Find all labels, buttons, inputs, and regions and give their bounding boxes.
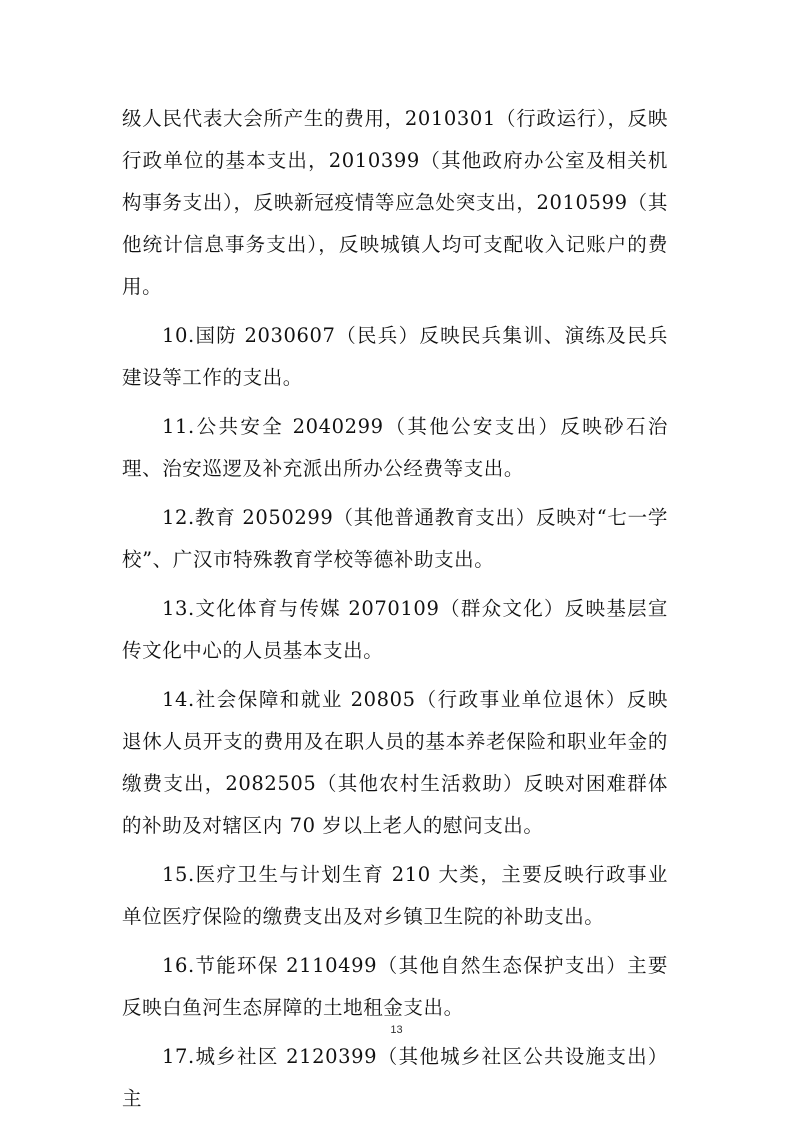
paragraph-item-10: 10.国防 2030607（民兵）反映民兵集训、演练及民兵建设等工作的支出。 — [122, 324, 668, 389]
paragraph-item-11: 11.公共安全 2040299（其他公安支出）反映砂石治理、治安巡逻及补充派出所办公经费等支出。 — [122, 415, 668, 480]
page-number: 13 — [390, 1024, 403, 1036]
paragraph-continuation: 级人民代表大会所产生的费用，2010301（行政运行），反映行政单位的基本支出，2010399（其他政府办公室及相关机构事务支出），反映新冠疫情等应急处突支出，2010599（其他统计信息事务支出），反映城镇人均可支配收入记账户的费用。 — [122, 107, 668, 298]
paragraph-item-13: 13.文化体育与传媒 2070109（群众文化）反映基层宣传文化中心的人员基本支出。 — [122, 597, 668, 662]
paragraph-item-16: 16.节能环保 2110499（其他自然生态保护支出）主要反映白鱼河生态屏障的土地租金支出。 — [122, 954, 668, 1019]
paragraph-item-15: 15.医疗卫生与计划生育 210 大类，主要反映行政事业单位医疗保险的缴费支出及对乡镇卫生院的补助支出。 — [122, 863, 668, 928]
paragraph-item-14: 14.社会保障和就业 20805（行政事业单位退休）反映退休人员开支的费用及在职人员的基本养老保险和职业年金的缴费支出，2082505（其他农村生活救助）反映对困难群体的补助及对辖区内 70 岁以上老人的慰问支出。 — [122, 688, 668, 837]
paragraph-item-17: 17.城乡社区 2120399（其他城乡社区公共设施支出）主 — [122, 1045, 668, 1110]
document-body — [122, 98, 668, 1127]
paragraph-item-12: 12.教育 2050299（其他普通教育支出）反映对“七一学校”、广汉市特殊教育学校等德补助支出。 — [122, 506, 668, 571]
